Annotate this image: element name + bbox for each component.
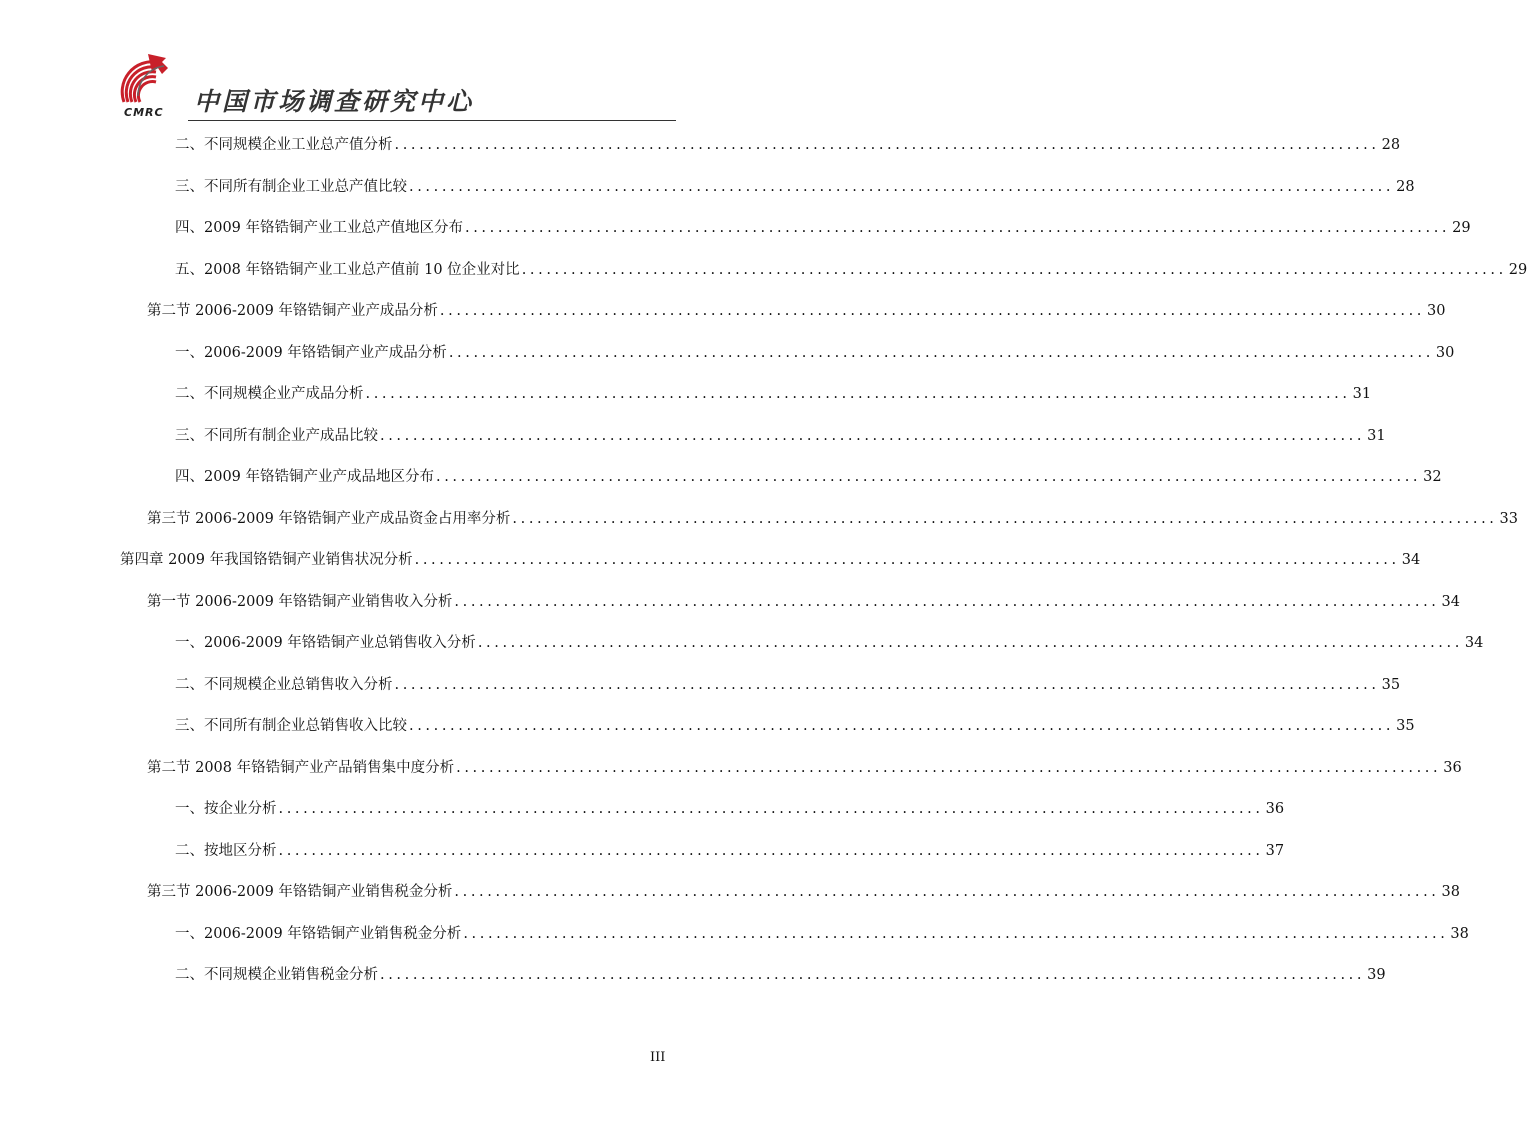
toc-entry-title: 三、不同所有制企业产成品比较 [175,427,378,444]
toc-leader-dots: ........................................................................................................................ [409,178,1395,195]
toc-leader-dots: ........................................................................................................................ [463,925,1449,942]
toc-entry-title: 二、不同规模企业工业总产值分析 [175,137,393,153]
toc-entry-page: 29 [1452,220,1471,236]
toc-entry-page: 28 [1396,178,1415,195]
toc-entry-page: 30 [1427,303,1446,319]
toc-entry[interactable] [175,465,1442,487]
toc-leader-dots: ........................................................................................................................ [439,303,1426,319]
toc-entry-page: 31 [1352,386,1372,402]
cmrc-logo [118,52,188,122]
toc-entry[interactable] [175,258,1527,280]
logo-arcs-icon [118,52,188,110]
toc-leader-dots: ........................................................................................................................ [365,386,1351,402]
toc-entry-title: 一、按企业分析 [175,801,277,817]
toc-entry-title: 第二节 2006-2009 年铬锆铜产业产成品分析 [147,303,438,319]
toc-leader-dots: ........................................................................................................................ [409,718,1395,734]
toc-entry[interactable] [175,175,1415,197]
toc-leader-dots: ........................................................................................................................ [454,593,1440,610]
toc-entry-title: 一、2006-2009 年铬锆铜产业产成品分析 [175,344,447,361]
toc-entry-title: 第一节 2006-2009 年铬锆铜产业销售收入分析 [147,593,453,610]
toc-entry[interactable] [175,922,1469,944]
toc-entry-title: 二、不同规模企业总销售收入分析 [175,676,393,693]
toc-entry-page: 34 [1441,593,1460,610]
toc-entry-title: 第四章 2009 年我国铬锆铜产业销售状况分析 [120,552,413,568]
toc-entry[interactable] [120,548,1421,570]
toc-entry[interactable] [175,382,1372,404]
toc-leader-dots: ........................................................................................................................ [394,137,1380,153]
toc-entry-title: 第三节 2006-2009 年铬锆铜产业销售税金分析 [147,884,453,900]
toc-entry-title: 第三节 2006-2009 年铬锆铜产业产成品资金占用率分析 [147,510,511,527]
page-header [118,52,676,124]
toc-entry-page: 38 [1450,925,1469,942]
toc-entry-page: 31 [1367,427,1386,444]
toc-entry[interactable] [147,507,1518,529]
toc-entry[interactable] [175,133,1401,155]
toc-entry-title: 三、不同所有制企业工业总产值比较 [175,178,407,195]
toc-leader-dots: ........................................................................................................................ [521,261,1507,278]
toc-entry-title: 三、不同所有制企业总销售收入比较 [175,718,407,734]
toc-entry-title: 五、2008 年铬锆铜产业工业总产值前 10 位企业对比 [175,261,520,278]
toc-leader-dots: ........................................................................................................................ [278,801,1264,817]
toc-entry[interactable] [175,631,1484,653]
toc-entry-page: 28 [1381,137,1401,153]
toc-entry-page: 38 [1441,884,1460,900]
toc-entry-page: 34 [1401,552,1421,568]
toc-entry[interactable] [147,880,1460,902]
toc-entry[interactable] [175,216,1471,238]
toc-entry-title: 二、不同规模企业销售税金分析 [175,967,378,983]
toc-leader-dots: ........................................................................................................................ [380,967,1366,983]
toc-entry[interactable] [147,590,1460,612]
toc-leader-dots: ........................................................................................................................ [456,759,1442,776]
page-number: III [650,1050,666,1065]
toc-entry-page: 35 [1381,676,1401,693]
toc-leader-dots: ........................................................................................................................ [454,884,1440,900]
toc-entry-title: 二、不同规模企业产成品分析 [175,386,364,402]
toc-leader-dots: ........................................................................................................................ [394,676,1380,693]
toc-entry-page: 36 [1265,801,1285,817]
toc-entry[interactable] [147,756,1462,778]
toc-entry-title: 第二节 2008 年铬锆铜产业产品销售集中度分析 [147,759,455,776]
toc-entry-page: 30 [1435,344,1455,361]
toc-entry-page: 36 [1443,759,1462,776]
toc-entry[interactable] [175,839,1285,861]
header-divider [188,120,676,121]
toc-entry-page: 32 [1423,469,1442,485]
toc-entry-page: 33 [1499,510,1518,527]
toc-entry-title: 一、2006-2009 年铬锆铜产业总销售收入分析 [175,635,476,651]
toc-entry-page: 37 [1265,842,1285,859]
toc-leader-dots: ........................................................................................................................ [414,552,1400,568]
toc-leader-dots: ........................................................................................................................ [278,842,1264,859]
toc-entry-title: 二、按地区分析 [175,842,277,859]
toc-entry-page: 35 [1396,718,1415,734]
toc-entry-title: 一、2006-2009 年铬锆铜产业销售税金分析 [175,925,462,942]
toc-leader-dots: ........................................................................................................................ [380,427,1366,444]
toc-leader-dots: ........................................................................................................................ [512,510,1498,527]
toc-leader-dots: ........................................................................................................................ [465,220,1451,236]
toc-entry[interactable] [175,341,1455,363]
toc-entry[interactable] [175,797,1285,819]
logo-text: CMRC [124,106,164,119]
organization-name: 中国市场调查研究中心 [194,87,475,116]
toc-entry[interactable] [175,714,1415,736]
toc-entry-title: 四、2009 年铬锆铜产业工业总产值地区分布 [175,220,464,236]
toc-entry[interactable] [175,673,1401,695]
toc-entry-page: 34 [1464,635,1484,651]
toc-leader-dots: ........................................................................................................................ [477,635,1463,651]
toc-entry-page: 39 [1367,967,1386,983]
toc-leader-dots: ........................................................................................................................ [448,344,1434,361]
toc-entry[interactable] [175,963,1386,985]
toc-entry-page: 29 [1508,261,1527,278]
toc-leader-dots: ........................................................................................................................ [436,469,1422,485]
toc-entry[interactable] [147,299,1446,321]
toc-entry-title: 四、2009 年铬锆铜产业产成品地区分布 [175,469,435,485]
toc-entry[interactable] [175,424,1386,446]
